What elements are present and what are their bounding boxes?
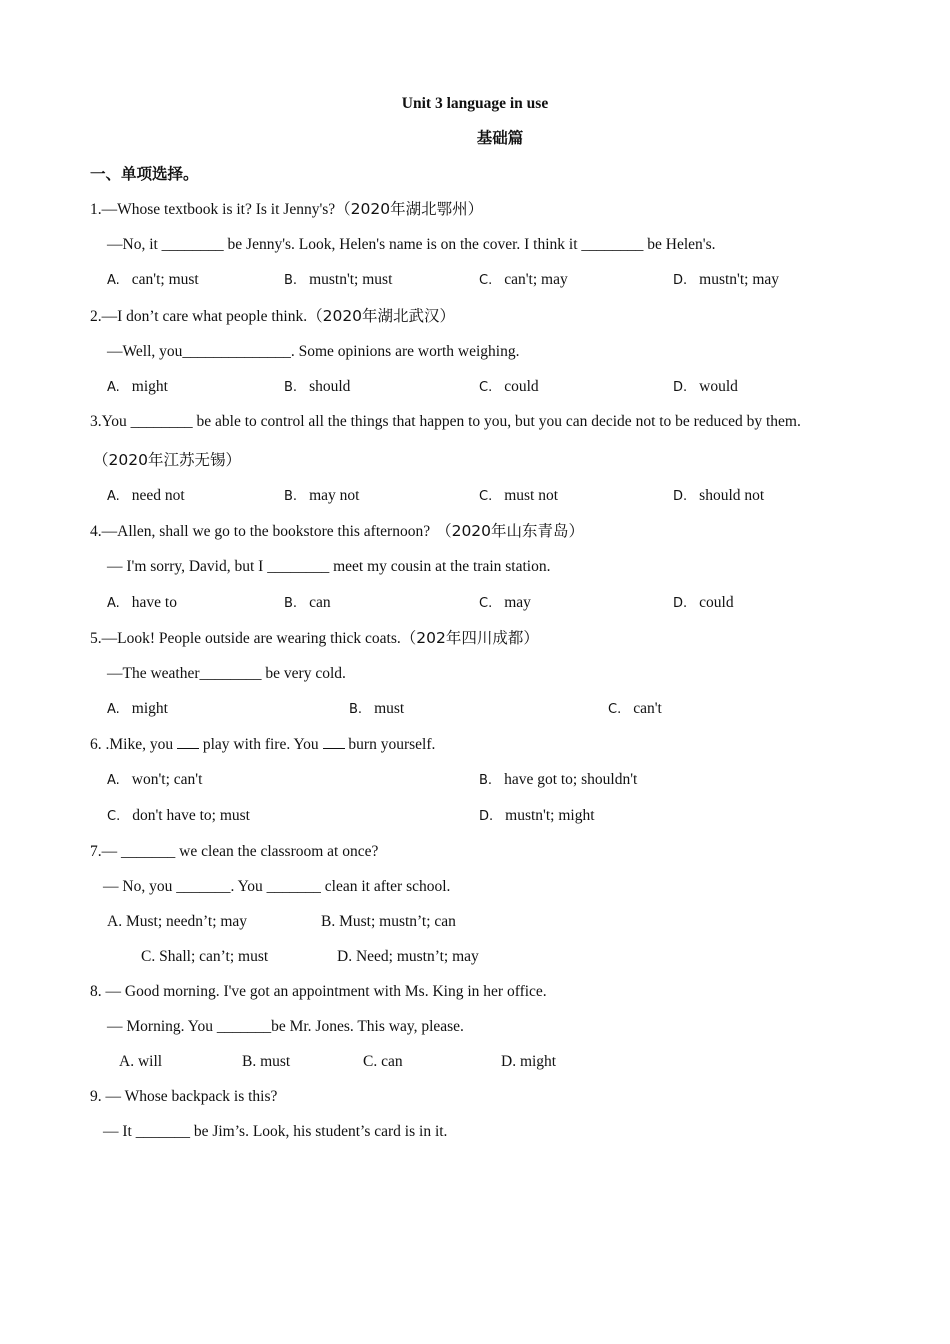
option-d: D. Need; mustn’t; may xyxy=(337,948,479,965)
option-c: C. can't; may xyxy=(479,271,568,288)
question-6: 6. .Mike, you play with fire. You burn yourself. xyxy=(90,736,436,753)
option-a: A. won't; can't xyxy=(107,771,203,788)
option-b: B. have got to; shouldn't xyxy=(479,771,638,788)
answer-blank xyxy=(177,735,199,749)
section-heading: 一、单项选择。 xyxy=(90,165,199,183)
option-a: A. might xyxy=(107,700,168,717)
question-1 xyxy=(90,199,483,220)
question-2 xyxy=(90,306,455,327)
question-9-reply: — It _______ be Jim’s. Look, his student’s card is in it. xyxy=(103,1123,448,1140)
option-b: B. must xyxy=(242,1053,291,1070)
question-7-reply: — No, you _______. You _______ clean it after school. xyxy=(103,878,451,895)
option-c: C. don't have to; must xyxy=(107,807,250,824)
option-a: A. will xyxy=(119,1053,163,1070)
question-4 xyxy=(90,521,584,542)
option-a: A. Must; needn’t; may xyxy=(107,913,248,930)
question-5 xyxy=(90,628,539,649)
option-b: B. may not xyxy=(284,487,360,504)
option-c: C. could xyxy=(479,378,539,395)
option-d: D. mustn't; might xyxy=(479,807,595,824)
question-9: 9. — Whose backpack is this? xyxy=(90,1088,278,1105)
question-stem: 1.—Whose textbook is it? Is it Jenny's? xyxy=(90,201,336,218)
option-d: D. might xyxy=(501,1053,557,1070)
option-c: C. must not xyxy=(479,487,559,504)
option-a: A. need not xyxy=(107,487,185,504)
option-c: C. Shall; can’t; must xyxy=(141,948,269,965)
option-c: C. can't xyxy=(608,700,662,717)
question-7: 7.— _______ we clean the classroom at once? xyxy=(90,843,379,860)
option-a: A. have to xyxy=(107,594,177,611)
option-d: D. could xyxy=(673,594,734,611)
option-b: B. mustn't; must xyxy=(284,271,393,288)
option-b: B. must xyxy=(349,700,405,717)
option-b: B. Must; mustn’t; can xyxy=(321,913,456,930)
question-stem: 4.—Allen, shall we go to the bookstore this afternoon? xyxy=(90,523,431,540)
option-d: D. mustn't; may xyxy=(673,271,780,288)
question-source: （2020年山东青岛） xyxy=(436,522,585,540)
question-2-reply: —Well, you______________. Some opinions are worth weighing. xyxy=(107,343,520,360)
question-stem: 5.—Look! People outside are wearing thick coats. xyxy=(90,630,401,647)
question-4-reply: — I'm sorry, David, but I ________ meet my cousin at the train station. xyxy=(107,558,551,575)
question-8-reply: — Morning. You _______be Mr. Jones. This way, please. xyxy=(107,1018,464,1035)
option-c: C. can xyxy=(363,1053,403,1070)
option-b: B. should xyxy=(284,378,351,395)
option-a: A. can't; must xyxy=(107,271,199,288)
page-title: Unit 3 language in use xyxy=(401,95,549,112)
question-source: （2020年湖北武汉） xyxy=(307,307,456,325)
question-source: （2020年江苏无锡） xyxy=(93,451,241,469)
option-b: B. can xyxy=(284,594,331,611)
question-5-reply: —The weather________ be very cold. xyxy=(107,665,346,682)
option-c: C. may xyxy=(479,594,531,611)
question-source: （2020年湖北鄂州） xyxy=(335,200,484,218)
option-d: D. would xyxy=(673,378,738,395)
option-d: D. should not xyxy=(673,487,765,504)
question-1-reply: —No, it ________ be Jenny's. Look, Helen's name is on the cover. I think it ________ be Helen's. xyxy=(107,236,716,253)
question-stem: 2.—I don’t care what people think. xyxy=(90,308,308,325)
question-source: （202年四川成都） xyxy=(400,629,539,647)
option-a: A. might xyxy=(107,378,168,395)
answer-blank xyxy=(323,735,345,749)
question-8: 8. — Good morning. I've got an appointment with Ms. King in her office. xyxy=(90,983,547,1000)
page-subtitle: 基础篇 xyxy=(476,129,524,147)
question-3: 3.You ________ be able to control all the things that happen to you, but you can decide not to be reduced by them. xyxy=(90,413,801,430)
